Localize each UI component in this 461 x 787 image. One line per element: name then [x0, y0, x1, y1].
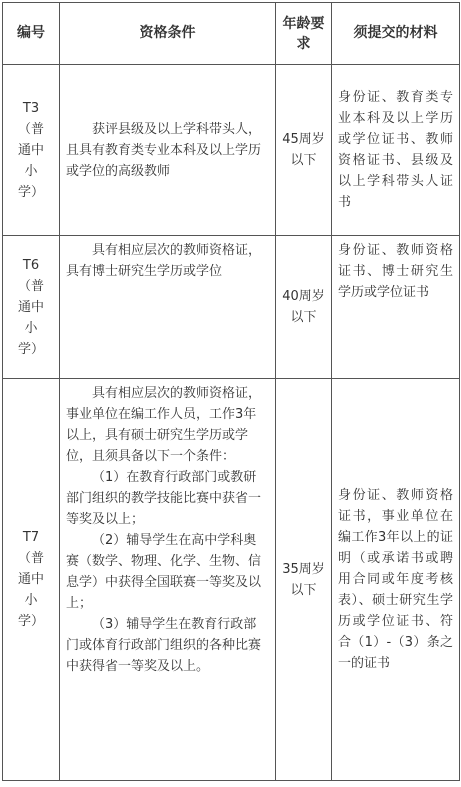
row-type-line: 通中	[17, 572, 44, 587]
row-type-line: 小	[24, 320, 38, 336]
condition-item: （3）辅导学生在教育行政部门或体育行政部门组织的各种比赛中获得省一等奖及以上。	[66, 617, 262, 674]
table-row	[3, 65, 460, 236]
row-code-cell	[3, 65, 60, 236]
condition-item: （1）在教育行政部门或教研部门组织的教学技能比赛中获省一等奖及以上；	[66, 470, 262, 527]
condition-text: 具有相应层次的教师资格证，事业单位在编工作人员，工作3年以上，具有硕士研究生学历或学位，且须具备以下一个条件：	[66, 386, 262, 464]
row-type-line: （普	[17, 551, 44, 566]
row-type-line: 学）	[17, 184, 44, 200]
row-conditions-cell	[60, 65, 276, 236]
row-type-line: 通中	[17, 299, 44, 315]
row-materials: 身份证、教师资格证书，事业单位在编工作3年以上的证明（或承诺书或聘用合同或年度考核表）、硕士研究生学历或学位证书、符合（1）-（3）条之一的证书	[332, 379, 460, 781]
row-type-line: 小	[24, 593, 38, 608]
condition-text: 获评县级及以上学科带头人，且具有教育类专业本科及以上学历或学位的高级教师	[66, 121, 262, 179]
row-code: T3	[22, 100, 40, 116]
condition-text: 具有相应层次的教师资格证，具有博士研究生学历或学位	[66, 243, 262, 279]
table-row	[3, 236, 460, 379]
condition-item: （2）辅导学生在高中学科奥赛（数学、物理、化学、生物、信息学）中获得全国联赛一等奖及以上；	[66, 533, 262, 611]
row-age: 45周岁以下	[276, 65, 332, 236]
row-type-line: 学）	[17, 341, 44, 357]
header-materials: 须提交的材料	[332, 3, 460, 65]
row-type-line: 通中	[17, 142, 44, 158]
row-type-line: （普	[17, 278, 44, 294]
table-row	[3, 379, 460, 781]
header-age: 年龄要求	[276, 3, 332, 65]
header-conditions: 资格条件	[60, 3, 276, 65]
row-code: T6	[22, 257, 40, 273]
row-code-cell	[3, 379, 60, 781]
row-age: 35周岁以下	[276, 379, 332, 781]
row-code-cell	[3, 236, 60, 379]
header-row	[3, 3, 460, 65]
header-code: 编号	[3, 3, 60, 65]
row-materials: 身份证、教育类专业本科及以上学历或学位证书、教师资格证书、县级及以上学科带头人证书	[332, 65, 460, 236]
row-type-line: 小	[24, 163, 38, 179]
row-conditions-cell	[60, 236, 276, 379]
row-code: T7	[22, 530, 40, 545]
row-materials: 身份证、教师资格证书、博士研究生学历或学位证书	[332, 236, 460, 379]
qualification-table	[2, 2, 460, 781]
row-conditions-cell	[60, 379, 276, 781]
row-type-line: （普	[17, 121, 44, 137]
row-age: 40周岁以下	[276, 236, 332, 379]
row-type-line: 学）	[17, 614, 44, 629]
